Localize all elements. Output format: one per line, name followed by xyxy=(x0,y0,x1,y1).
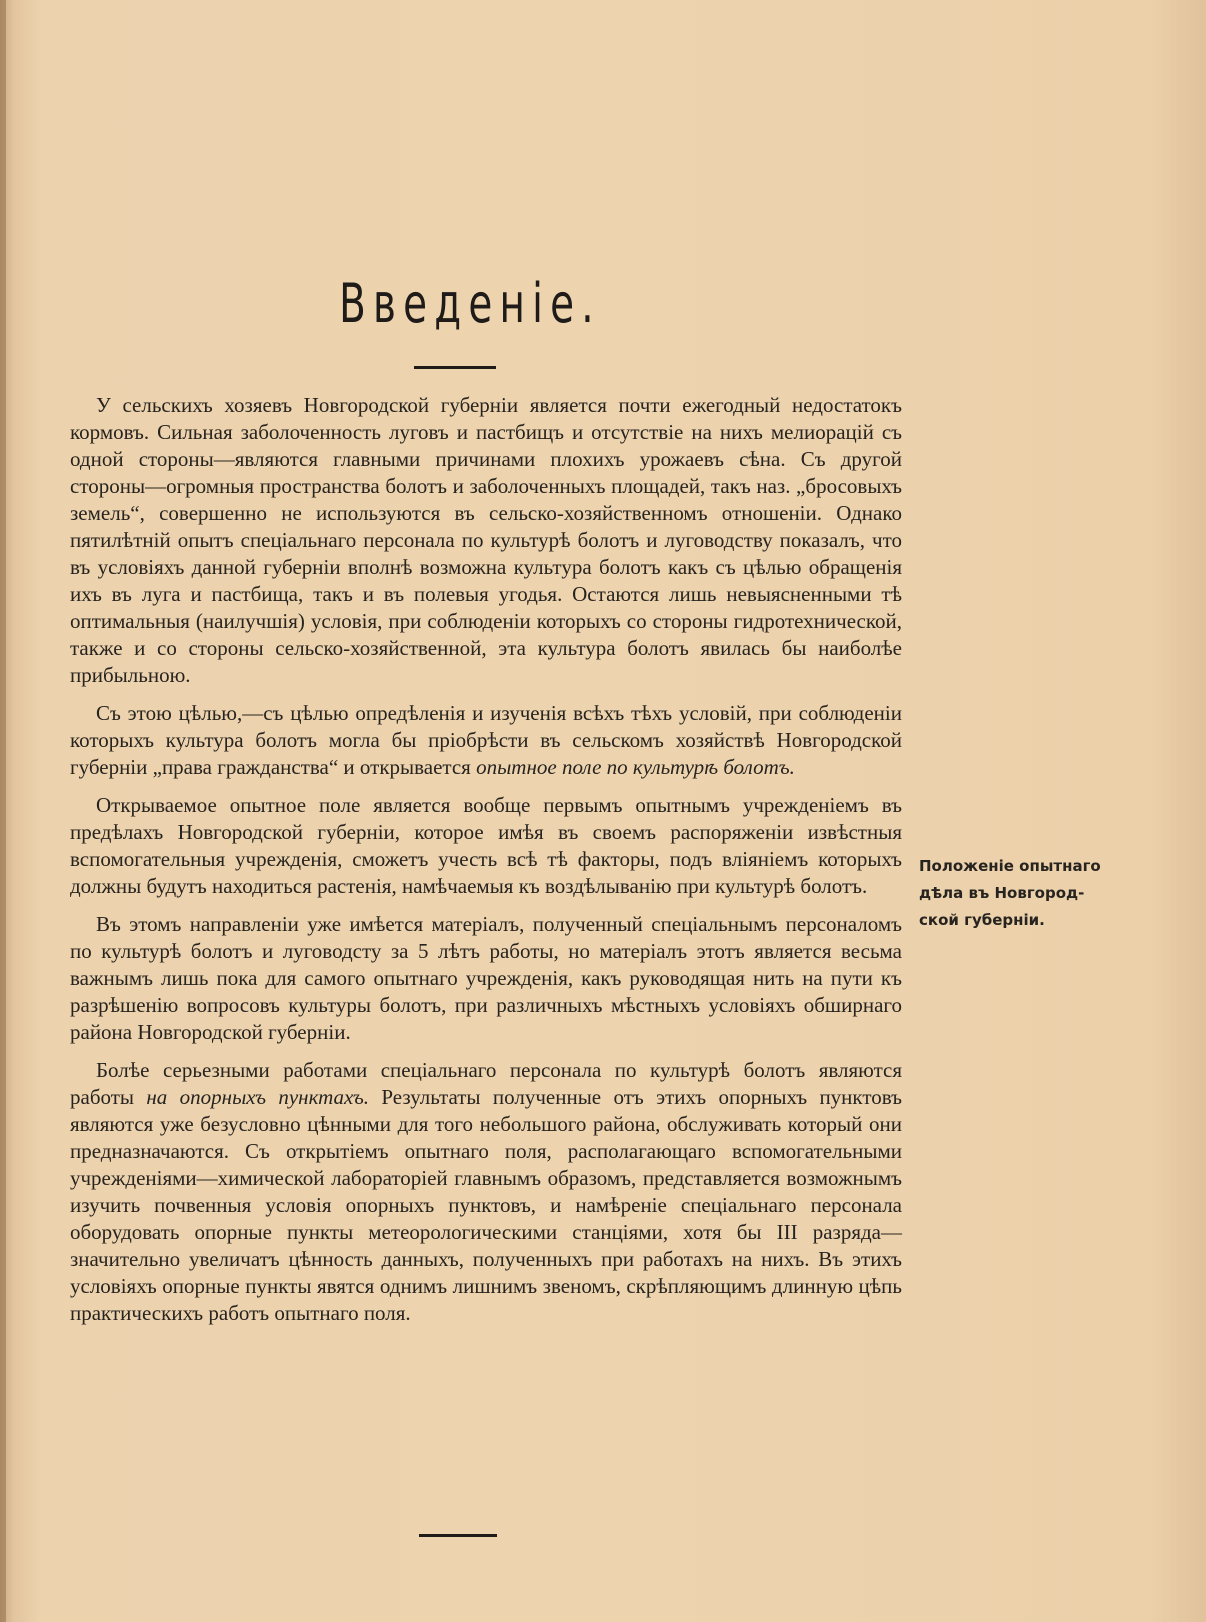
paragraph-2-text: Съ этою цѣлью,—съ цѣлью опредѣленія и изученія всѣхъ тѣхъ условій, при соблюденіи которыхъ культура болотъ могла бы пріобрѣсти въ сельскомъ хозяйствѣ Новгородской губерніи „права гражданства“ и открывается xyxy=(70,701,902,779)
paragraph-5-text-after: Результаты полученные отъ этихъ опорныхъ пунктовъ являются уже безусловно цѣнными для того небольшого района, обслуживать который они предназначаются. Съ открытіемъ опытнаго поля, располагающаго вспомогательными учрежденіями—химической лабораторіей главнымъ образомъ, представляется возможнымъ изучить почвенныя условія опорныхъ пунктовъ, и намѣреніе спеціальнаго персонала оборудовать опорные пункты метеорологическими станціями, хотя бы III разряда—значительно увеличатъ цѣнность данныхъ, полученныхъ при работахъ на нихъ. Въ этихъ условіяхъ опорные пункты явятся однимъ лишнимъ звеномъ, скрѣпляющимъ длинную цѣпь практическихъ работъ опытнаго поля. xyxy=(70,1085,903,1325)
paragraph-3 xyxy=(70,792,902,900)
paragraph-4-text: Въ этомъ направленіи уже имѣется матеріалъ, полученный спеціальнымъ персоналомъ по культурѣ болотъ и луговодсту за 5 лѣтъ работы, но матеріалъ этотъ является весьма важнымъ лишь пока для самого опытнаго учрежденія, какъ руководящая нить на пути къ разрѣшенію вопросовъ культуры болотъ, при различныхъ мѣстныхъ условіяхъ обширнаго района Новгородской губерніи. xyxy=(70,912,902,1044)
margin-note-line-3: ской губерніи. xyxy=(919,911,1045,929)
paragraph-5-emphasis: на опорныхъ пунктахъ. xyxy=(146,1085,370,1109)
margin-note xyxy=(919,853,1129,934)
paragraph-1-text: У сельскихъ хозяевъ Новгородской губерніи является почти ежегодный недостатокъ кормовъ. Сильная заболоченность луговъ и пастбищъ и отсутствіе на нихъ мелиорацій съ одной стороны—являются главными причинами плохихъ урожаевъ сѣна. Съ другой стороны—огромныя пространства болотъ и заболоченныхъ площадей, такъ наз. „бросовыхъ земель“, совершенно не используются въ сельско-хозяйственномъ отношеніи. Однако пятилѣтній опытъ спеціальнаго персонала по культурѣ болотъ и луговодству показалъ, что въ условіяхъ данной губерніи вполнѣ возможна культура болотъ какъ съ цѣлью обращенія ихъ въ луга и пастбища, такъ и въ полевыя угодья. Остаются лишь невыясненными тѣ оптимальныя (наилучшія) условія, при соблюденіи которыхъ со стороны гидротехнической, также и со стороны сельско-хозяйственной, эта культура болотъ явилась бы наиболѣе прибыльною. xyxy=(70,393,902,687)
title-rule xyxy=(414,366,496,369)
paragraph-3-text: Открываемое опытное поле является вообще первымъ опытнымъ учрежденіемъ въ предѣлахъ Новгородской губерніи, которое имѣя въ своемъ распоряженіи извѣстныя вспомогательныя учрежденія, сможетъ учесть всѣ тѣ факторы, подъ вліяніемъ которыхъ должны будутъ находиться растенія, намѣчаемыя къ воздѣлыванію при культурѣ болотъ. xyxy=(70,793,902,898)
paragraph-2-emphasis: опытное поле по культурѣ болотъ. xyxy=(476,755,795,779)
paragraph-4 xyxy=(70,911,902,1046)
paragraph-5 xyxy=(70,1057,902,1327)
paragraph-2 xyxy=(70,700,902,781)
body-text xyxy=(70,392,902,1338)
margin-note-line-2: дѣла въ Новгород- xyxy=(919,884,1085,902)
binding-edge xyxy=(0,0,6,1622)
paragraph-5-text-before: Болѣе серьезными работами спеціальнаго персонала по культурѣ болотъ являются работы xyxy=(70,1058,902,1109)
paragraph-1 xyxy=(70,392,902,689)
end-rule xyxy=(419,1534,497,1537)
margin-note-line-1: Положеніе опытнаго xyxy=(919,857,1101,875)
page-title: Введеніе. xyxy=(339,272,601,335)
